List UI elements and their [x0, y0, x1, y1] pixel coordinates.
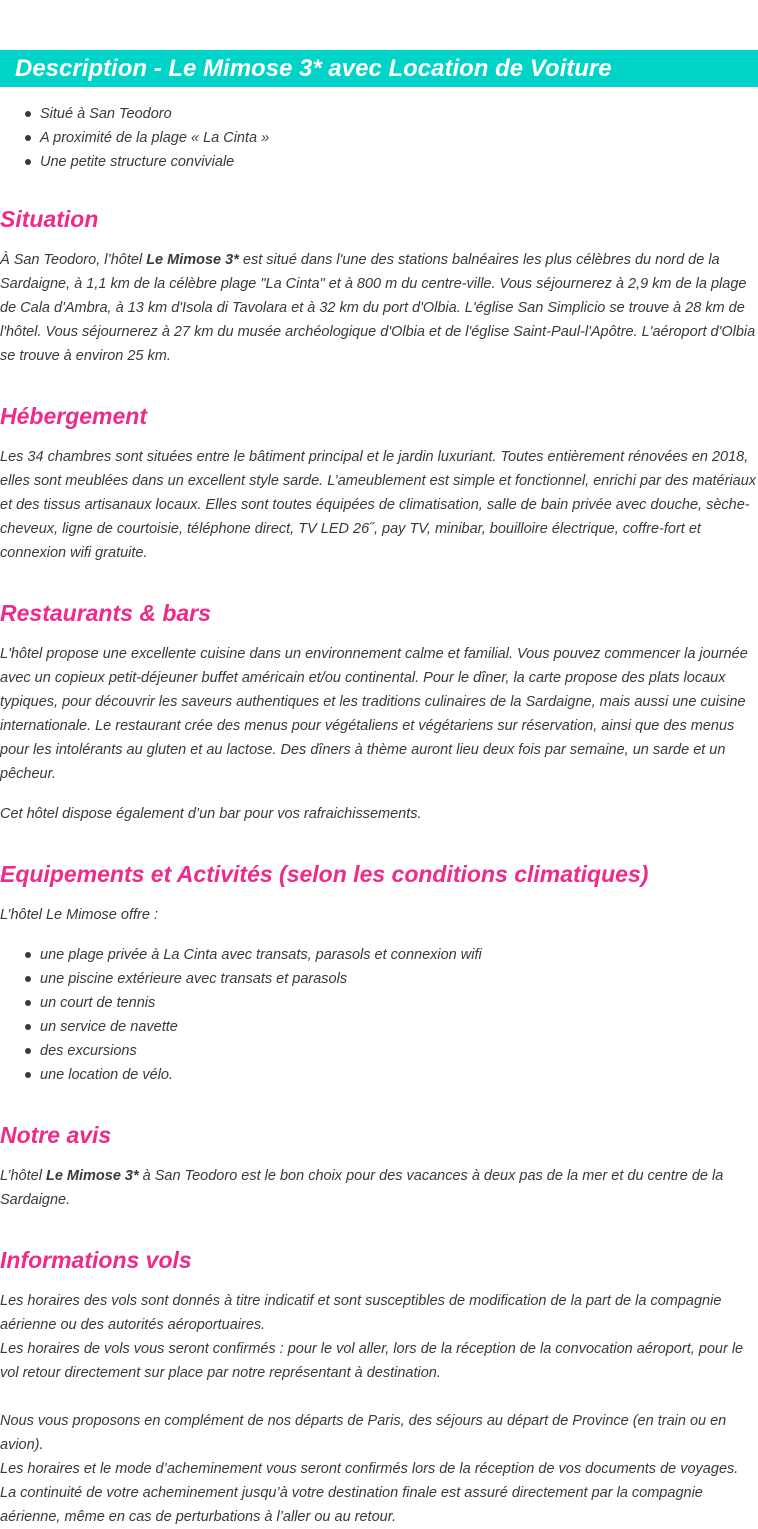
- list-item: [0, 991, 758, 1015]
- equipements-intro: L’hôtel Le Mimose offre :: [0, 907, 158, 923]
- list-item-text: Situé à San Teodoro: [40, 106, 172, 122]
- list-item-text: une location de vélo.: [40, 1067, 174, 1083]
- list-item-text: un court de tennis: [40, 995, 156, 1011]
- list-item: [0, 150, 758, 174]
- page-title: Description - Le Mimose 3* avec Location de Voiture: [15, 55, 612, 82]
- restaurants-heading: Restaurants & bars: [0, 600, 211, 626]
- list-item-text: une plage privée à La Cinta avec transats, parasols et connexion wifi: [40, 947, 482, 963]
- equipements-list: [0, 943, 758, 1087]
- hotel-name: Le Mimose 3*: [146, 252, 239, 268]
- bullet-icon: [25, 111, 31, 117]
- equipements-heading: Equipements et Activités (selon les conditions climatiques): [0, 861, 649, 887]
- highlights-list: [0, 102, 758, 174]
- list-item: [0, 1015, 758, 1039]
- vols-text-5: La continuité de votre acheminement jusqu’à votre destination finale est assuré directement par la compagnie aérienne, même en cas de perturbations à l’aller ou au retour.: [0, 1485, 703, 1525]
- hotel-name: Le Mimose 3*: [45, 1168, 139, 1184]
- situation-text: À San Teodoro, l’hôtel Le Mimose 3* est situé dans l'une des stations balnéaires les plus célèbres du nord de la Sardaigne, à 1,1 km de la célèbre plage "La Cinta" et à 800 m du centre-ville. Vous séjournerez à 2,9 km de la plage de Cala d'Ambra, à 13 km d'Isola di Tavolara et à 32 km du port d'Olbia. L'église San Simplicio se trouve à 28 km de l'hôtel. Vous séjournerez à 27 km du musée archéologique d'Olbia et de l'église Saint-Paul-l'Apôtre. L'aéroport d'Olbia se trouve à environ 25 km.: [0, 252, 756, 364]
- bullet-icon: [25, 952, 31, 958]
- list-item: [0, 1063, 758, 1087]
- list-item: [0, 126, 758, 150]
- list-item: [0, 967, 758, 991]
- title-bar: [0, 50, 758, 87]
- content: [0, 102, 758, 1529]
- vols-text-1: Les horaires des vols sont donnés à titre indicatif et sont susceptibles de modification de la part de la compagnie aérienne ou des autorités aéroportuaires.: [0, 1293, 722, 1333]
- list-item-text: une piscine extérieure avec transats et parasols: [40, 971, 348, 987]
- hebergement-heading: Hébergement: [0, 403, 147, 429]
- list-item-text: A proximité de la plage « La Cinta »: [40, 130, 270, 146]
- bullet-icon: [25, 976, 31, 982]
- vols-text-4: Les horaires et le mode d’acheminement vous seront confirmés lors de la réception de vos documents de voyages.: [0, 1461, 739, 1477]
- situation-heading: Situation: [0, 206, 99, 232]
- bullet-icon: [25, 135, 31, 141]
- list-item: [0, 1039, 758, 1063]
- restaurants-text: L'hôtel propose une excellente cuisine dans un environnement calme et familial. Vous pouvez commencer la journée avec un copieux petit-déjeuner buffet américain et/ou continental. Pour le dîner, la carte propose des plats locaux typiques, pour découvrir les saveurs authentiques et les traditions culinaires de la Sardaigne, mais aussi une cuisine internationale. Le restaurant crée des menus pour végétaliens et végétariens sur réservation, ainsi que des menus pour les intolérants au gluten et au lactose. Des dîners à thème auront lieu deux fois par semaine, un sarde et un pêcheur.: [0, 646, 748, 782]
- hebergement-text: Les 34 chambres sont situées entre le bâtiment principal et le jardin luxuriant. Toutes entièrement rénovées en 2018, elles sont meublées dans un excellent style sarde. L’ameublement est simple et fonctionnel, enrichi par des matériaux et des tissus artisanaux locaux. Elles sont toutes équipées de climatisation, salle de bain privée avec douche, sèche-cheveux, ligne de courtoisie, téléphone direct, TV LED 26˝, pay TV, minibar, bouilloire électrique, coffre-fort et connexion wifi gratuite.: [0, 449, 757, 561]
- bullet-icon: [25, 1048, 31, 1054]
- bar-text: Cet hôtel dispose également d’un bar pour vos rafraichissements.: [0, 806, 422, 822]
- bullet-icon: [25, 1024, 31, 1030]
- avis-text: L’hôtel Le Mimose 3* à San Teodoro est le bon choix pour des vacances à deux pas de la mer et du centre de la Sardaigne.: [0, 1168, 724, 1208]
- bullet-icon: [25, 1000, 31, 1006]
- list-item-text: Une petite structure conviviale: [40, 154, 235, 170]
- list-item-text: un service de navette: [40, 1019, 178, 1035]
- bullet-icon: [25, 159, 31, 165]
- avis-heading: Notre avis: [0, 1122, 112, 1148]
- vols-heading: Informations vols: [0, 1247, 192, 1273]
- vols-text-3: Nous vous proposons en complément de nos départs de Paris, des séjours au départ de Province (en train ou en avion).: [0, 1413, 727, 1453]
- list-item: [0, 102, 758, 126]
- list-item: [0, 943, 758, 967]
- vols-text-2: Les horaires de vols vous seront confirmés : pour le vol aller, lors de la réception de la convocation aéroport, pour le vol retour directement sur place par notre représentant à destination.: [0, 1341, 744, 1381]
- bullet-icon: [25, 1072, 31, 1078]
- list-item-text: des excursions: [40, 1043, 137, 1059]
